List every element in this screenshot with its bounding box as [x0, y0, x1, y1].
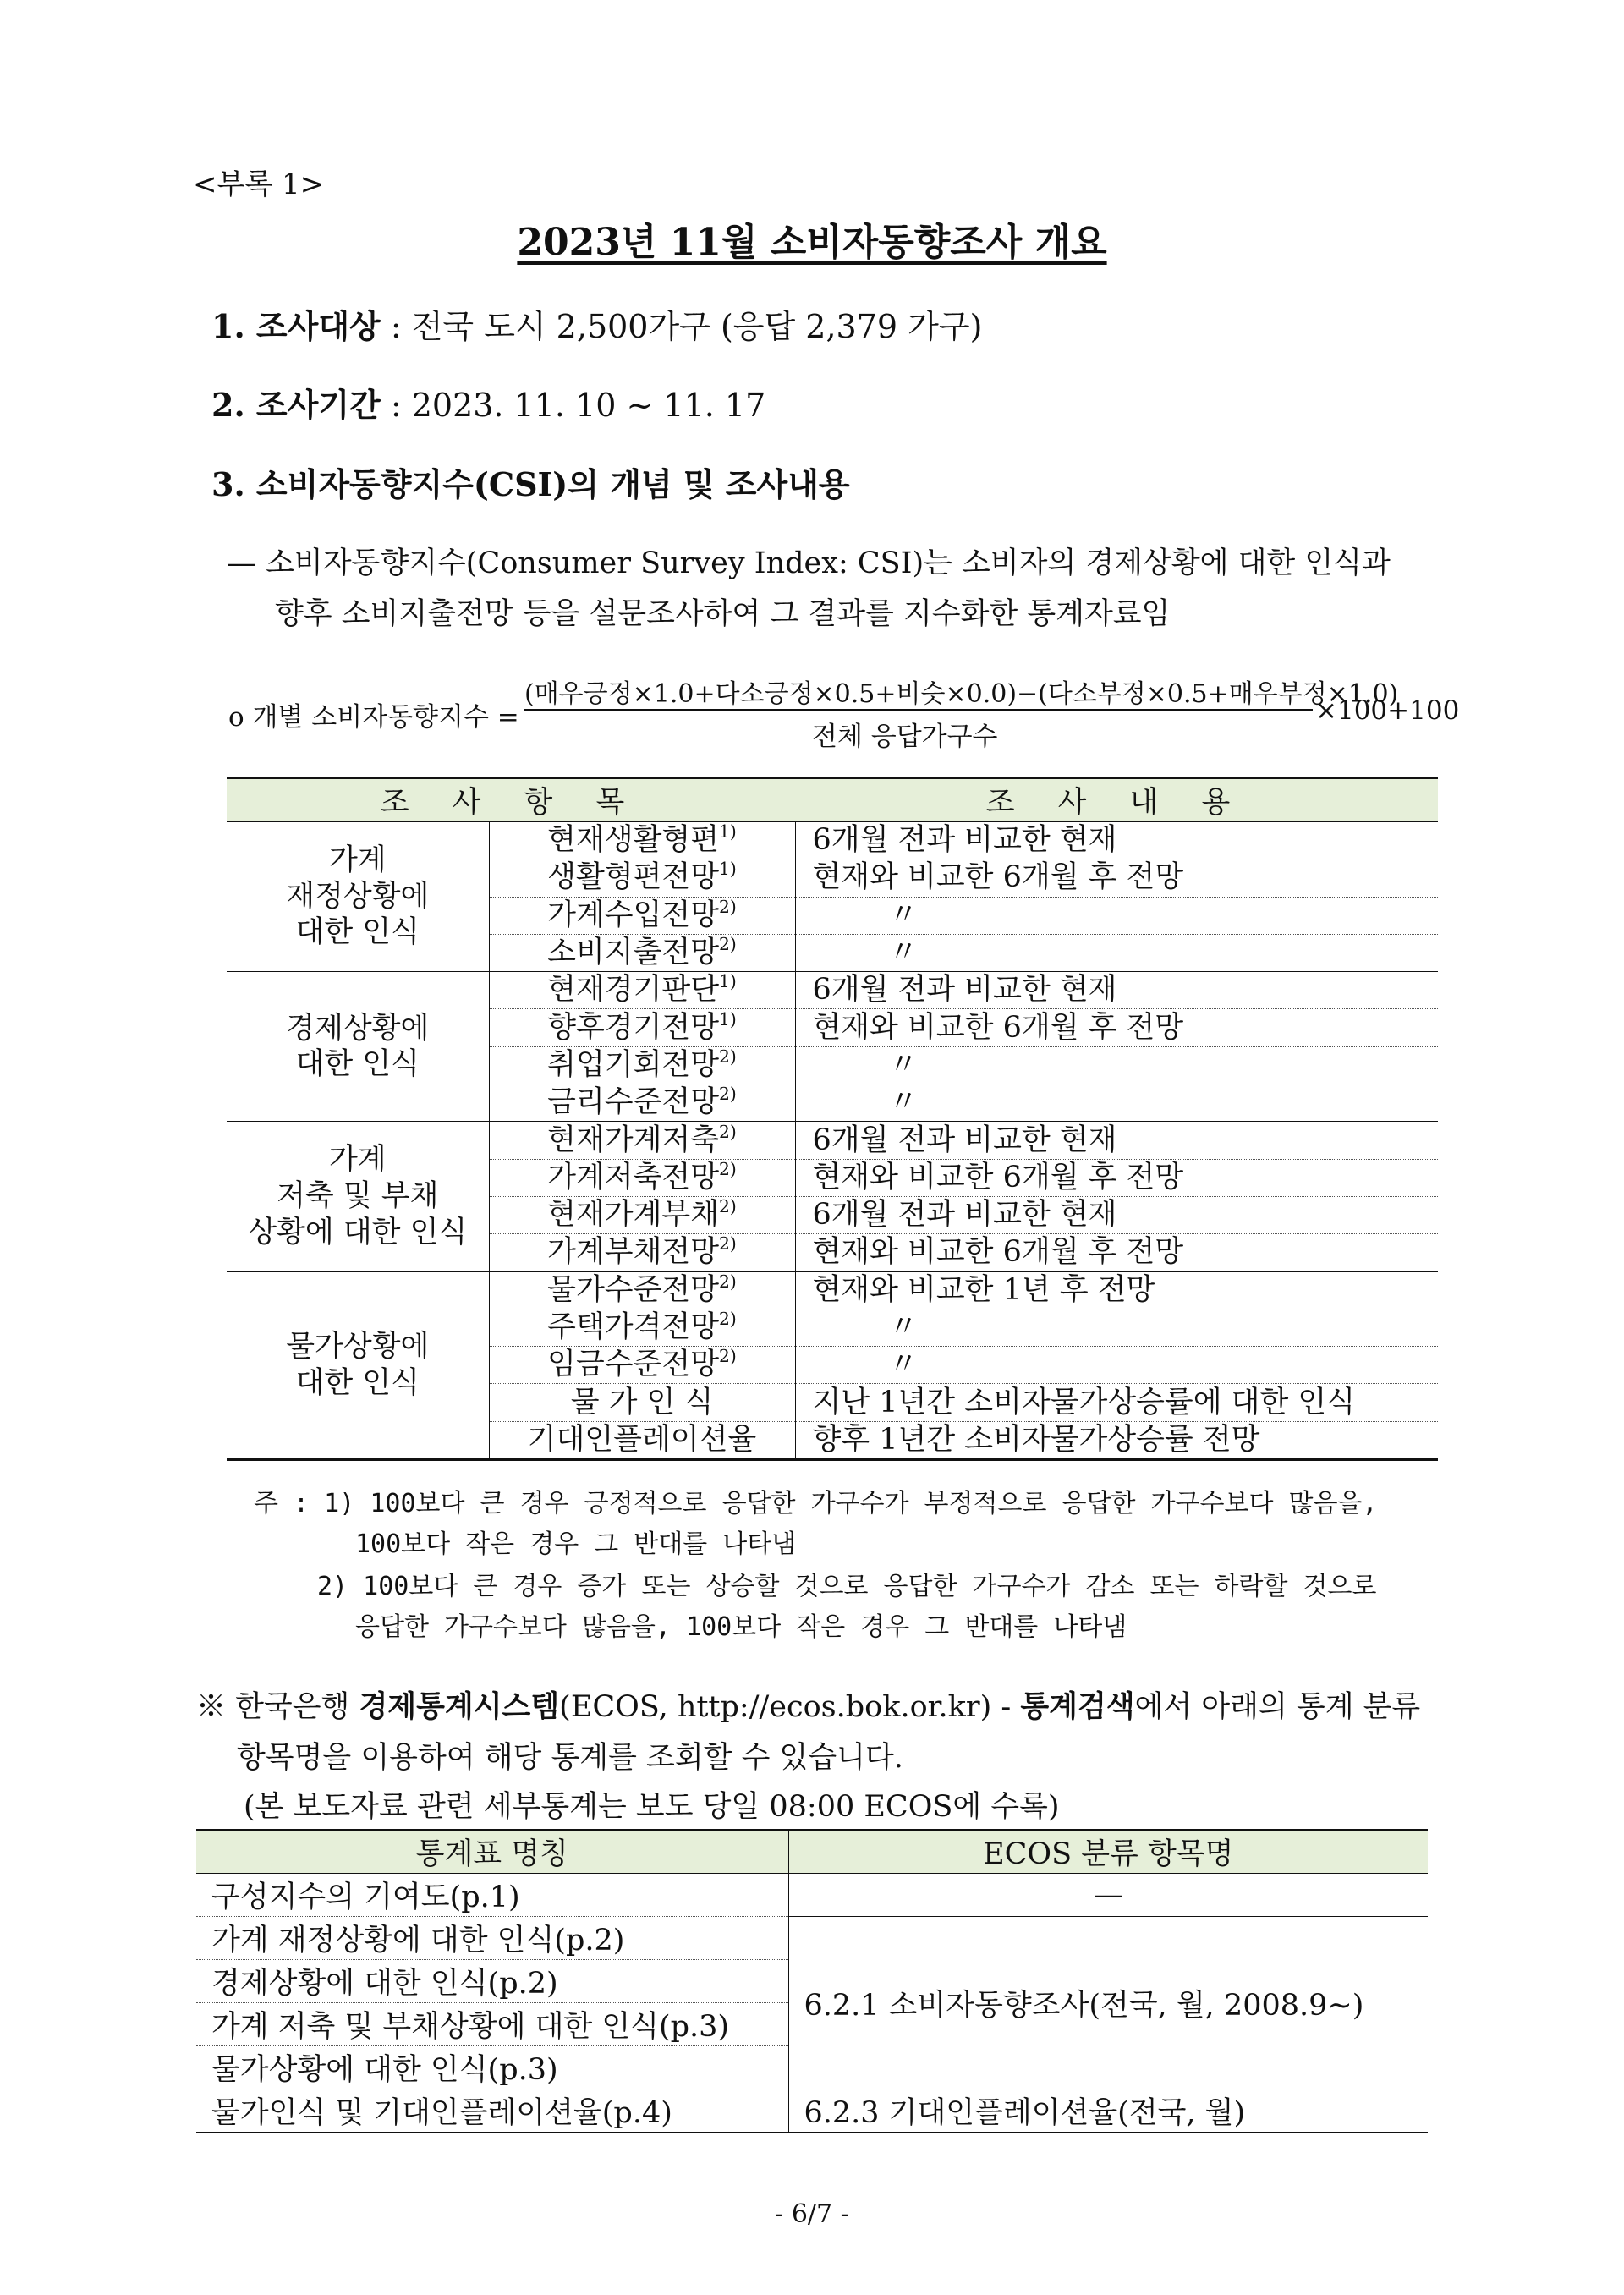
footnote-marker: 1) [719, 1008, 737, 1029]
survey-content: 현재와 비교한 1년 후 전망 [795, 1271, 1438, 1309]
survey-item-label: 임금수준전망 [547, 1348, 720, 1382]
survey-item [489, 1234, 795, 1271]
note-1-line-1: 주 : 1) 100보다 큰 경우 긍정적으로 응답한 가구수가 부정적으로 응답한 가구수보다 많음을, [254, 1489, 1378, 1518]
table-row [227, 1122, 1438, 1159]
survey-item-label: 생활형편전망 [547, 860, 720, 895]
ecos-category-csi: 6.2.1 소비자동향조사(전국, 월, 2008.9~) [788, 1917, 1428, 2089]
survey-content: 현재와 비교한 6개월 후 전망 [795, 1234, 1438, 1271]
survey-item [489, 1309, 795, 1346]
definition-line-2: 향후 소비지출전망 등을 설문조사하여 그 결과를 지수화한 통계자료임 [275, 597, 1171, 631]
survey-content: 6개월 전과 비교한 현재 [795, 1122, 1438, 1159]
footnote-marker: 2) [719, 1195, 737, 1216]
survey-item-label: 기대인플레이션율 [527, 1422, 757, 1457]
section-text: : 전국 도시 2,500가구 (응답 2,379 가구) [380, 308, 983, 345]
page-title: 2023년 11월 소비자동향조사 개요 [517, 221, 1107, 264]
footnote-marker: 2) [719, 1271, 737, 1292]
survey-item-label: 물가수준전망 [547, 1272, 720, 1307]
survey-item-label: 물 가 인 식 [570, 1385, 714, 1419]
note-2-line-1: 2) 100보다 큰 경우 증가 또는 상승할 것으로 응답한 가구수가 감소 또는 하락할 것으로 [317, 1572, 1377, 1601]
table-row [196, 1917, 1428, 1960]
footnote-marker: 2) [719, 1084, 737, 1105]
ecos-paragraph-3: (본 보도자료 관련 세부통계는 보도 당일 08:00 ECOS에 수록) [244, 1790, 1060, 1824]
footnote-marker: 2) [719, 1158, 737, 1179]
survey-content: 〃 [795, 1084, 1438, 1122]
survey-item-label: 주택가격전망 [547, 1310, 720, 1344]
survey-items-table [227, 777, 1438, 1461]
footnote-marker: 2) [719, 1346, 737, 1367]
ecos-table-name: 경제상황에 대한 인식(p.2) [196, 1960, 788, 2003]
survey-item [489, 934, 795, 971]
survey-item-label: 금리수준전망 [547, 1085, 720, 1120]
section-label: 2. 조사기간 [211, 386, 381, 424]
ecos-category-dash: — [788, 1874, 1428, 1917]
footnote-marker: 1) [719, 859, 737, 880]
survey-content: 〃 [795, 1309, 1438, 1346]
section-csi-concept [211, 458, 850, 505]
survey-content: 현재와 비교한 6개월 후 전망 [795, 1159, 1438, 1196]
survey-content: 현재와 비교한 6개월 후 전망 [795, 1009, 1438, 1046]
survey-item [489, 1084, 795, 1122]
table-row [227, 972, 1438, 1009]
formula-label: o 개별 소비자동향지수 = [228, 702, 519, 733]
survey-item [489, 1159, 795, 1196]
footnote-marker: 2) [719, 896, 737, 917]
survey-item [489, 1271, 795, 1309]
footnote-marker: 2) [719, 1121, 737, 1142]
ecos-table-name: 구성지수의 기여도(p.1) [196, 1874, 788, 1917]
ecos-table-name: 물가상황에 대한 인식(p.3) [196, 2046, 788, 2089]
footnote-marker: 1) [719, 821, 737, 842]
survey-group-label: 물가상황에 대한 인식 [227, 1271, 489, 1459]
survey-item-label: 소비지출전망 [547, 936, 720, 970]
formula-denominator: 전체 응답가구수 [812, 722, 998, 752]
survey-content: 〃 [795, 1347, 1438, 1384]
survey-item [489, 1384, 795, 1421]
footnote-marker: 2) [719, 1046, 737, 1067]
survey-group-label: 경제상황에 대한 인식 [227, 972, 489, 1122]
table-row [227, 822, 1438, 859]
page-number: - 6/7 - [775, 2199, 849, 2229]
definition-line-1: — 소비자동향지수(Consumer Survey Index: CSI)는 소비자의 경제상황에 대한 인식과 [227, 546, 1391, 580]
note-1-line-2: 100보다 작은 경우 그 반대를 나타냄 [355, 1529, 797, 1559]
footnote-marker: 2) [719, 1308, 737, 1329]
survey-item [489, 1046, 795, 1084]
survey-item-label: 가계저축전망 [547, 1160, 720, 1194]
ecos-table-name: 가계 재정상황에 대한 인식(p.2) [196, 1917, 788, 1960]
survey-item-label: 향후경기전망 [547, 1010, 720, 1045]
footnote-marker: 2) [719, 1233, 737, 1255]
survey-content: 〃 [795, 1046, 1438, 1084]
ecos-system-name: 경제통계시스템 [359, 1689, 560, 1724]
survey-item-label: 가계수입전망 [547, 898, 720, 932]
survey-item [489, 1122, 795, 1159]
header-survey-item: 조 사 항 목 [227, 778, 795, 822]
survey-item-label: 현재경기판단 [547, 973, 720, 1007]
survey-content: 향후 1년간 소비자물가상승률 전망 [795, 1421, 1438, 1459]
header-survey-content: 조 사 내 용 [795, 778, 1438, 822]
ecos-text: ※ 한국은행 [196, 1690, 359, 1724]
survey-item-label: 가계부채전망 [547, 1235, 720, 1270]
note-2-line-2: 응답한 가구수보다 많음을, 100보다 작은 경우 그 반대를 나타냄 [355, 1612, 1127, 1642]
header-ecos-category: ECOS 분류 항목명 [788, 1830, 1428, 1874]
survey-item [489, 1347, 795, 1384]
section-text: : 2023. 11. 10 ~ 11. 17 [380, 387, 766, 424]
survey-item [489, 1196, 795, 1233]
header-table-name: 통계표 명칭 [196, 1830, 788, 1874]
survey-content: 6개월 전과 비교한 현재 [795, 1196, 1438, 1233]
formula-numerator: (매우긍정×1.0+다소긍정×0.5+비슷×0.0)−(다소부정×0.5+매우부정×1.0) [524, 679, 1399, 709]
table-header-row [196, 1830, 1428, 1874]
survey-item [489, 822, 795, 859]
survey-content: 6개월 전과 비교한 현재 [795, 972, 1438, 1009]
ecos-category-inflation: 6.2.3 기대인플레이션율(전국, 월) [788, 2089, 1428, 2133]
survey-item-label: 현재가계저축 [547, 1123, 720, 1157]
survey-item [489, 972, 795, 1009]
survey-content: 〃 [795, 897, 1438, 934]
table-row [196, 2089, 1428, 2133]
table-row [196, 1874, 1428, 1917]
table-row [227, 1271, 1438, 1309]
survey-item [489, 859, 795, 897]
survey-content: 〃 [795, 934, 1438, 971]
survey-item-label: 현재생활형편 [547, 823, 720, 858]
table-header-row [227, 778, 1438, 822]
section-survey-target [211, 300, 982, 347]
ecos-paragraph-2: 항목명을 이용하여 해당 통계를 조회할 수 있습니다. [237, 1741, 903, 1775]
survey-content: 지난 1년간 소비자물가상승률에 대한 인식 [795, 1384, 1438, 1421]
survey-content: 6개월 전과 비교한 현재 [795, 822, 1438, 859]
ecos-table-name: 물가인식 및 기대인플레이션율(p.4) [196, 2089, 788, 2133]
survey-item [489, 1421, 795, 1459]
ecos-table [196, 1829, 1428, 2133]
formula-tail: ×100+100 [1315, 695, 1460, 726]
ecos-table-name: 가계 저축 및 부채상황에 대한 인식(p.3) [196, 2003, 788, 2046]
footnote-marker: 1) [719, 971, 737, 992]
ecos-search-label: 통계검색 [1020, 1689, 1135, 1724]
formula-fraction-bar [524, 709, 1313, 711]
ecos-paragraph-1 [196, 1683, 1420, 1726]
section-label: 3. 소비자동향지수(CSI)의 개념 및 조사내용 [211, 465, 850, 503]
footnote-marker: 2) [719, 933, 737, 954]
survey-group-label: 가계 저축 및 부채 상황에 대한 인식 [227, 1122, 489, 1271]
ecos-url-text: (ECOS, http://ecos.bok.or.kr) - [559, 1690, 1021, 1724]
ecos-text: 에서 아래의 통계 분류 [1134, 1690, 1421, 1724]
survey-item [489, 897, 795, 934]
section-survey-period [211, 379, 765, 426]
survey-content: 현재와 비교한 6개월 후 전망 [795, 859, 1438, 897]
survey-group-label: 가계 재정상황에 대한 인식 [227, 822, 489, 972]
section-label: 1. 조사대상 [211, 307, 381, 345]
survey-item-label: 취업기회전망 [547, 1047, 720, 1082]
survey-item [489, 1009, 795, 1046]
survey-item-label: 현재가계부채 [547, 1198, 720, 1233]
appendix-label: <부록 1> [193, 167, 325, 201]
